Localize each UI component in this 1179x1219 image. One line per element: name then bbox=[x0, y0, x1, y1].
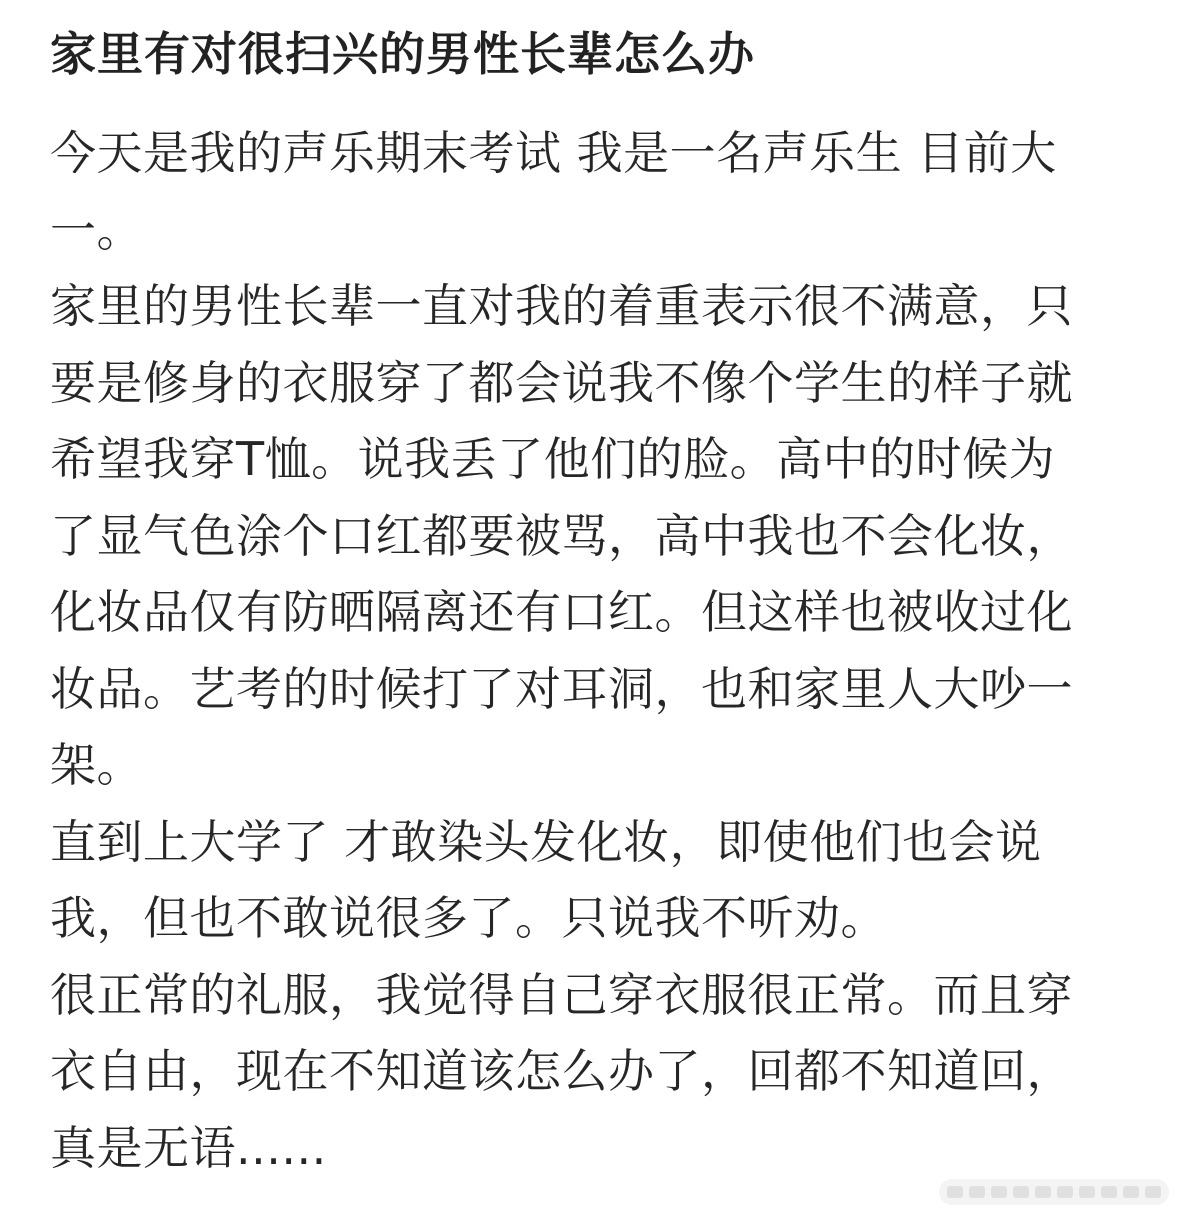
text-line: 真是无语...... bbox=[50, 1120, 327, 1175]
text-line: 家里的男性长辈一直对我的着重表示很不满意，只 bbox=[50, 279, 1073, 333]
text-line: 今天是我的声乐期末考试 我是一名声乐生 目前大 bbox=[50, 126, 1057, 180]
text-line: 了显气色涂个口红都要被骂，高中我也不会化妆， bbox=[50, 508, 1073, 563]
text-line: 妆品。艺考的时候打了对耳洞，也和家里人大吵一 bbox=[50, 661, 1073, 716]
paragraph bbox=[50, 115, 1140, 268]
watermark-block bbox=[1079, 1186, 1095, 1198]
watermark-block bbox=[1013, 1186, 1029, 1198]
text-line: 希望我穿T恤。说我丢了他们的脸。高中的时候为 bbox=[50, 432, 1056, 486]
paragraph bbox=[50, 957, 1140, 1187]
watermark-block bbox=[1035, 1186, 1051, 1198]
post-content bbox=[50, 20, 1140, 1186]
watermark-block bbox=[947, 1186, 963, 1198]
text-line: 要是修身的衣服穿了都会说我不像个学生的样子就 bbox=[50, 355, 1073, 410]
watermark-block bbox=[991, 1186, 1007, 1198]
watermark-block bbox=[1123, 1186, 1139, 1198]
watermark-block bbox=[1101, 1186, 1117, 1198]
watermark-block bbox=[1145, 1186, 1161, 1198]
text-line: 一。 bbox=[50, 202, 143, 257]
paragraph bbox=[50, 268, 1140, 804]
text-line: 直到上大学了 才敢染头发化妆，即使他们也会说 bbox=[50, 814, 1042, 869]
text-line: 很正常的礼服，我觉得自己穿衣服很正常。而且穿 bbox=[50, 967, 1073, 1022]
paragraph bbox=[50, 804, 1140, 957]
text-line: 衣自由，现在不知道该怎么办了，回都不知道回， bbox=[50, 1044, 1073, 1098]
text-line: 架。 bbox=[50, 738, 143, 792]
text-line: 我，但也不敢说很多了。只说我不听劝。 bbox=[50, 891, 887, 945]
watermark-block bbox=[1057, 1186, 1073, 1198]
watermark-logo bbox=[939, 1179, 1169, 1205]
watermark-block bbox=[969, 1186, 985, 1198]
post-body bbox=[50, 115, 1140, 1186]
text-line: 化妆品仅有防晒隔离还有口红。但这样也被收过化 bbox=[50, 585, 1073, 639]
post-title: 家里有对很扫兴的男性长辈怎么办 bbox=[50, 27, 755, 81]
